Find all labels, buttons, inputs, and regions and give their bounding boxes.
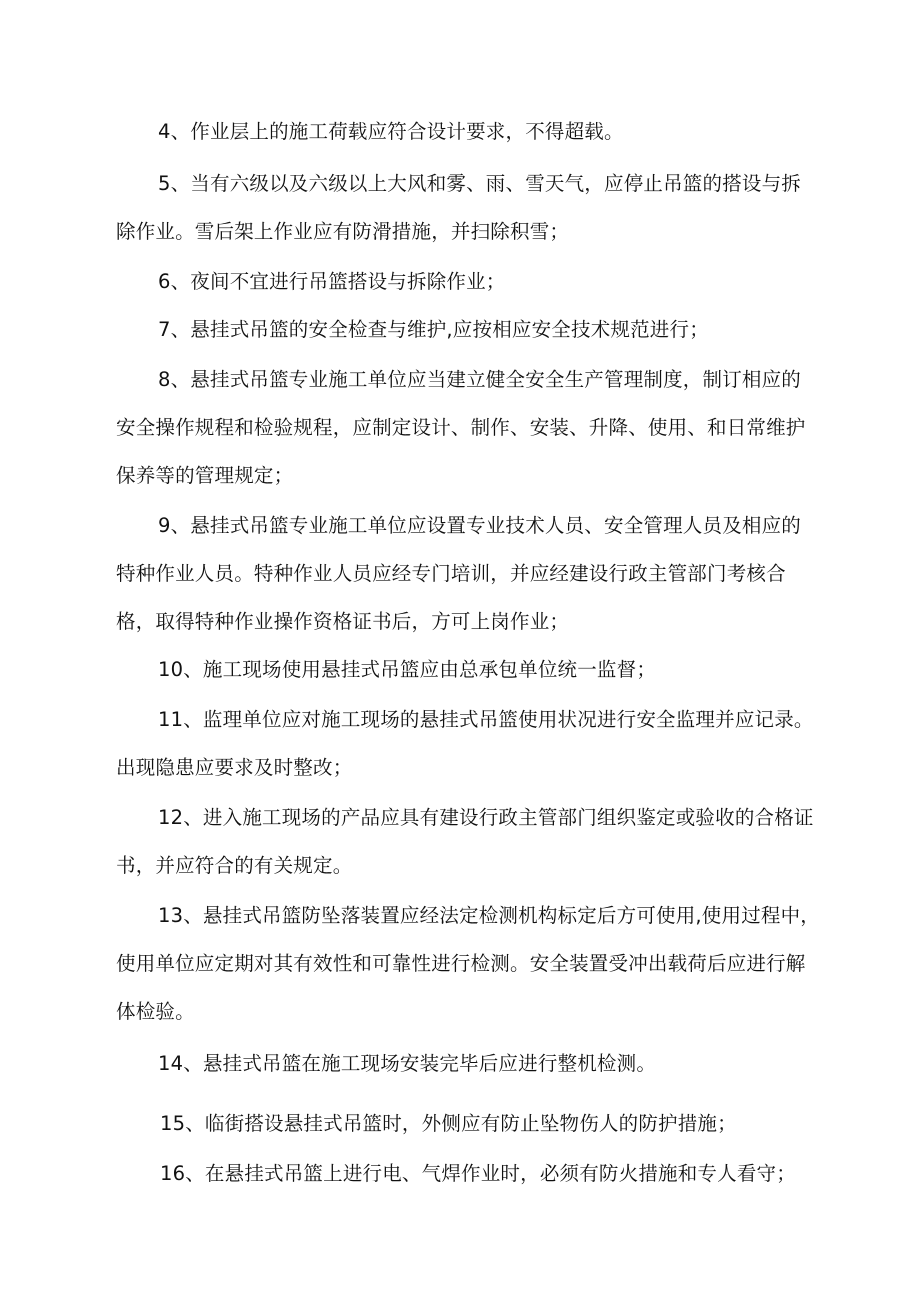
paragraph-item-5: 5、当有六级以及六级以上大风和雾、雨、雪天气，应停止吊篮的搭设与拆除作业。雪后架上作业应有防滑措施，并扫除积雪； xyxy=(116,172,802,243)
paragraph-item-16: 16、在悬挂式吊篮上进行电、气焊作业时，必须有防火措施和专人看守； xyxy=(160,1162,796,1185)
paragraph-item-11: 11、监理单位应对施工现场的悬挂式吊篮使用状况进行安全监理并应记录。出现隐患应要求及时整改； xyxy=(116,708,814,779)
paragraph-item-4: 4、作业层上的施工荷载应符合设计要求，不得超载。 xyxy=(158,120,624,143)
paragraph-item-15: 15、临街搭设悬挂式吊篮时，外侧应有防止坠物伤人的防护措施； xyxy=(160,1112,737,1135)
paragraph-item-8: 8、悬挂式吊篮专业施工单位应当建立健全安全生产管理制度，制订相应的安全操作规程和检验规程，应制定设计、制作、安装、升降、使用、和日常维护保养等的管理规定； xyxy=(116,368,806,487)
paragraph-item-7: 7、悬挂式吊篮的安全检查与维护,应按相应安全技术规范进行； xyxy=(158,318,709,341)
paragraph-item-6: 6、夜间不宜进行吊篮搭设与拆除作业； xyxy=(158,270,506,293)
paragraph-item-14: 14、悬挂式吊篮在施工现场安装完毕后应进行整机检测。 xyxy=(158,1052,657,1075)
paragraph-item-13: 13、悬挂式吊篮防坠落装置应经法定检测机构标定后方可使用,使用过程中，使用单位应定期对其有效性和可靠性进行检测。安全装置受冲出载荷后应进行解体检验。 xyxy=(116,904,821,1023)
paragraph-item-9: 9、悬挂式吊篮专业施工单位应设置专业技术人员、安全管理人员及相应的特种作业人员。特种作业人员应经专门培训，并应经建设行政主管部门考核合格，取得特种作业操作资格证书后，方可上岗作业； xyxy=(116,514,802,633)
paragraph-item-10: 10、施工现场使用悬挂式吊篮应由总承包单位统一监督； xyxy=(158,658,657,681)
paragraph-item-12: 12、进入施工现场的产品应具有建设行政主管部门组织鉴定或验收的合格证书，并应符合的有关规定。 xyxy=(116,806,814,877)
